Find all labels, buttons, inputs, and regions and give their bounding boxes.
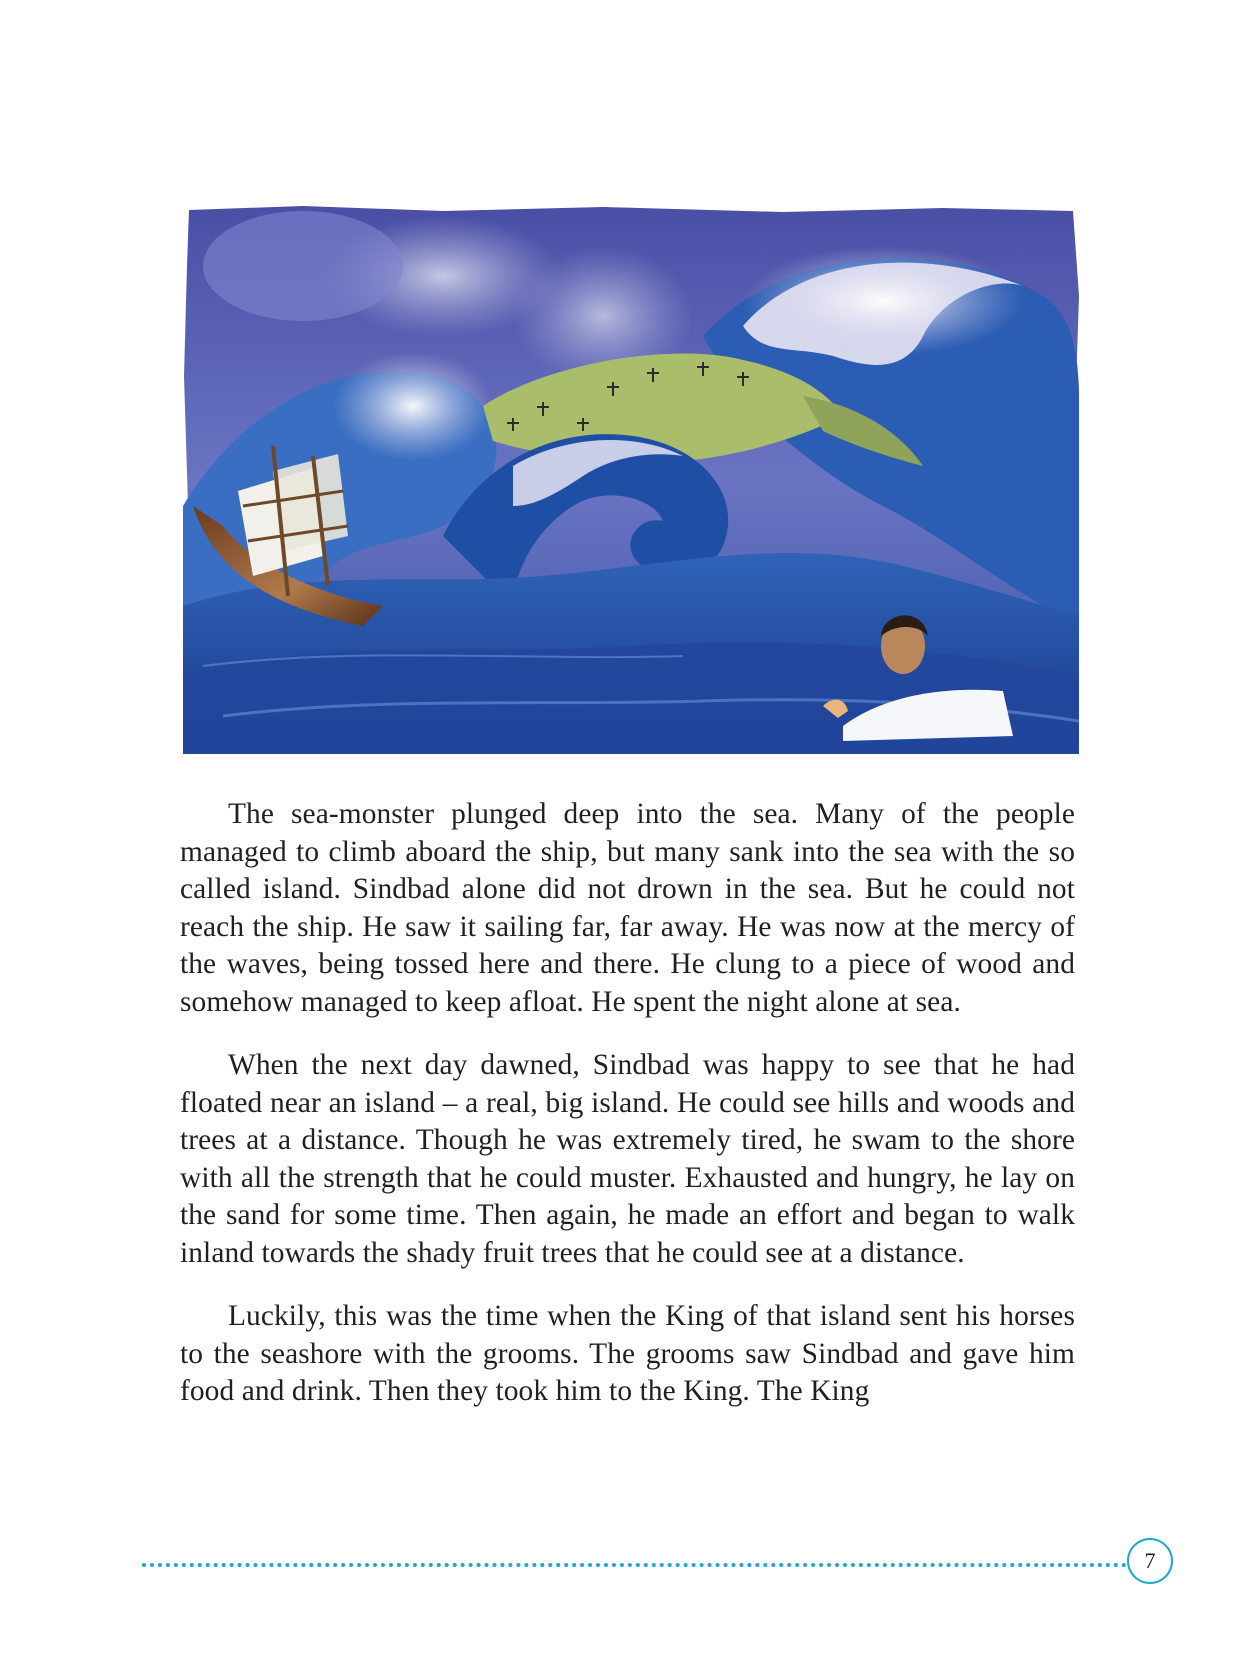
story-text <box>180 796 1075 1437</box>
footer-dotted-rule <box>142 1563 1127 1567</box>
story-paragraph-3: Luckily, this was the time when the King of that island sent his horses to the seashore with the grooms. The grooms saw Sindbad and gave him food and drink. Then they took him to the King. The King <box>180 1300 1075 1407</box>
story-paragraph-2: When the next day dawned, Sindbad was happy to see that he had floated near an island – a real, big island. He could see hills and woods and trees at a distance. Though he was extremely tired, he swam to the shore with all the strength that he could muster. Exhausted and hungry, he lay on the sand for some time. Then again, he made an effort and began to walk inland towards the shady fruit trees that he could see at a distance. <box>180 1049 1075 1269</box>
story-illustration <box>183 206 1079 754</box>
page-number: 7 <box>1127 1538 1173 1584</box>
storm-sea-picture <box>183 206 1079 754</box>
story-paragraph-1: The sea-monster plunged deep into the sea. Many of the people managed to climb aboard the ship, but many sank into the sea with the so called island. Sindbad alone did not drown in the sea. But he could not reach the ship. He saw it sailing far, far away. He was now at the mercy of the waves, being tossed here and there. He clung to a piece of wood and somehow managed to keep afloat. He spent the night alone at sea. <box>180 798 1075 1018</box>
